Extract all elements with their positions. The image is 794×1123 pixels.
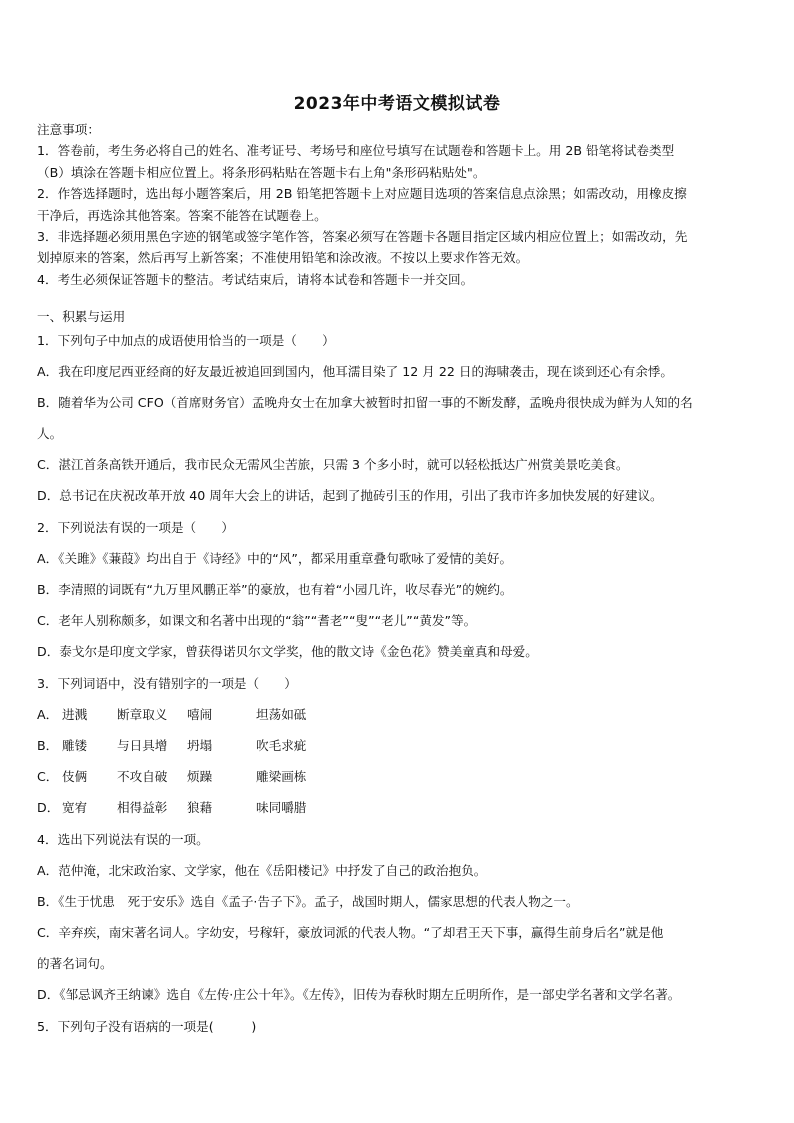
- option-word: 不攻自破: [117, 769, 168, 784]
- option-label: A．: [37, 707, 59, 722]
- option-word: 坍塌: [187, 738, 213, 753]
- option-line: D．总书记在庆祝改革开放 40 周年大会上的讲话，起到了抛砖引玉的作用，引出了我市许多加快发展的好建议。: [37, 488, 663, 503]
- notice-line: 干净后，再选涂其他答案。答案不能答在试题卷上。: [37, 207, 327, 223]
- question-stem: 3．下列词语中，没有错别字的一项是（ ）: [37, 676, 297, 691]
- notice-line: 1．答卷前，考生务必将自己的姓名、准考证号、考场号和座位号填写在试题卷和答题卡上。用 2B 铅笔将试卷类型: [37, 143, 675, 159]
- question-stem: 2．下列说法有误的一项是（ ）: [37, 520, 234, 535]
- option-row-d: [37, 792, 762, 823]
- option-word: 雕镂: [62, 738, 88, 753]
- option-word: 嘻闹: [187, 707, 213, 722]
- notice-line: 4．考生必须保证答题卡的整洁。考试结束后，请将本试卷和答题卡一并交回。: [37, 271, 474, 287]
- option-line: A．我在印度尼西亚经商的好友最近被追回到国内，他耳濡目染了 12 月 22 日的海啸袭击，现在谈到还心有余悸。: [37, 364, 673, 379]
- notice-line: （B）填涂在答题卡相应位置上。将条形码粘贴在答题卡右上角"条形码粘贴处"。: [37, 164, 486, 180]
- option-word: 伎俩: [62, 769, 88, 784]
- notice-line: 划掉原来的答案，然后再写上新答案；不准使用铅笔和涂改液。不按以上要求作答无效。: [37, 250, 529, 266]
- notice-block: [37, 119, 762, 290]
- option-label: D．: [37, 800, 60, 815]
- option-line: C．湛江首条高铁开通后，我市民众无需风尘苦旅，只需 3 个多小时，就可以轻松抵达广州赏美景吃美食。: [37, 457, 629, 472]
- option-row-c: [37, 761, 762, 792]
- option-line: 人。: [37, 426, 63, 441]
- option-line: B．《生于忧患 死于安乐》选自《孟子·告子下》。孟子，战国时期人，儒家思想的代表人物之一。: [37, 894, 579, 909]
- option-word: 断章取义: [117, 707, 168, 722]
- option-word: 狼藉: [187, 800, 213, 815]
- notice-line: 3．非选择题必须用黑色字迹的钢笔或签字笔作答，答案必须写在答题卡各题目指定区域内相应位置上；如需改动，先: [37, 229, 688, 245]
- option-word: 进溅: [62, 707, 88, 722]
- option-word: 与日具增: [117, 738, 168, 753]
- option-line: D．《邹忌讽齐王纳谏》选自《左传·庄公十年》。《左传》，旧传为春秋时期左丘明所作，是一部史学名著和文学名著。: [37, 987, 681, 1002]
- option-line: D．泰戈尔是印度文学家，曾获得诺贝尔文学奖，他的散文诗《金色花》赞美童真和母爱。: [37, 644, 538, 659]
- question-stem: 1．下列句子中加点的成语使用恰当的一项是（ ）: [37, 333, 335, 348]
- section-heading: 一、积累与运用: [37, 309, 126, 324]
- option-word: 味同嚼腊: [256, 800, 307, 815]
- option-word: 吹毛求疵: [256, 738, 307, 753]
- option-word: 雕梁画栋: [256, 769, 307, 784]
- question-5: [37, 1011, 762, 1042]
- option-line: C．老年人别称颇多，如课文和名著中出现的“翁”“耆老”“叟”“老儿”“黄发”等。: [37, 613, 477, 628]
- question-3: [37, 668, 762, 823]
- option-line: 的著名词句。: [37, 956, 113, 971]
- option-row-b: [37, 730, 762, 761]
- option-line: C．辛弃疾，南宋著名词人。字幼安，号稼轩，豪放词派的代表人物。“了却君王天下事，赢得生前身后名”就是他: [37, 925, 664, 940]
- option-label: C．: [37, 769, 59, 784]
- option-label: B．: [37, 738, 59, 753]
- option-line: B．随着华为公司 CFO（首席财务官）孟晚舟女士在加拿大被暂时扣留一事的不断发酵，孟晚舟很快成为鲜为人知的名: [37, 395, 693, 410]
- exam-title: 2023年中考语文模拟试卷: [293, 94, 501, 114]
- option-word: 坦荡如砥: [256, 707, 307, 722]
- option-line: B．李清照的词既有“九万里风鹏正举”的豪放，也有着“小园几许，收尽春光”的婉约。: [37, 582, 513, 597]
- question-2: [37, 512, 762, 667]
- option-line: A．范仲淹，北宋政治家、文学家，他在《岳阳楼记》中抒发了自己的政治抱负。: [37, 863, 487, 878]
- question-4: [37, 824, 762, 1010]
- question-stem: 4．选出下列说法有误的一项。: [37, 832, 209, 847]
- option-word: 相得益彰: [117, 800, 168, 815]
- notice-line: 2．作答选择题时，选出每小题答案后，用 2B 铅笔把答题卡上对应题目选项的答案信息点涂黑；如需改动，用橡皮擦: [37, 186, 687, 202]
- question-1: [37, 325, 762, 511]
- notice-heading: 注意事项：: [37, 122, 100, 137]
- option-word: 烦躁: [187, 769, 213, 784]
- option-line: A．《关雎》《蒹葭》均出自于《诗经》中的“风”，都采用重章叠句歌咏了爱情的美好。: [37, 551, 513, 566]
- option-row-a: [37, 699, 762, 730]
- option-word: 宽宥: [62, 800, 88, 815]
- question-stem: 5．下列句子没有语病的一项是( ): [37, 1019, 257, 1034]
